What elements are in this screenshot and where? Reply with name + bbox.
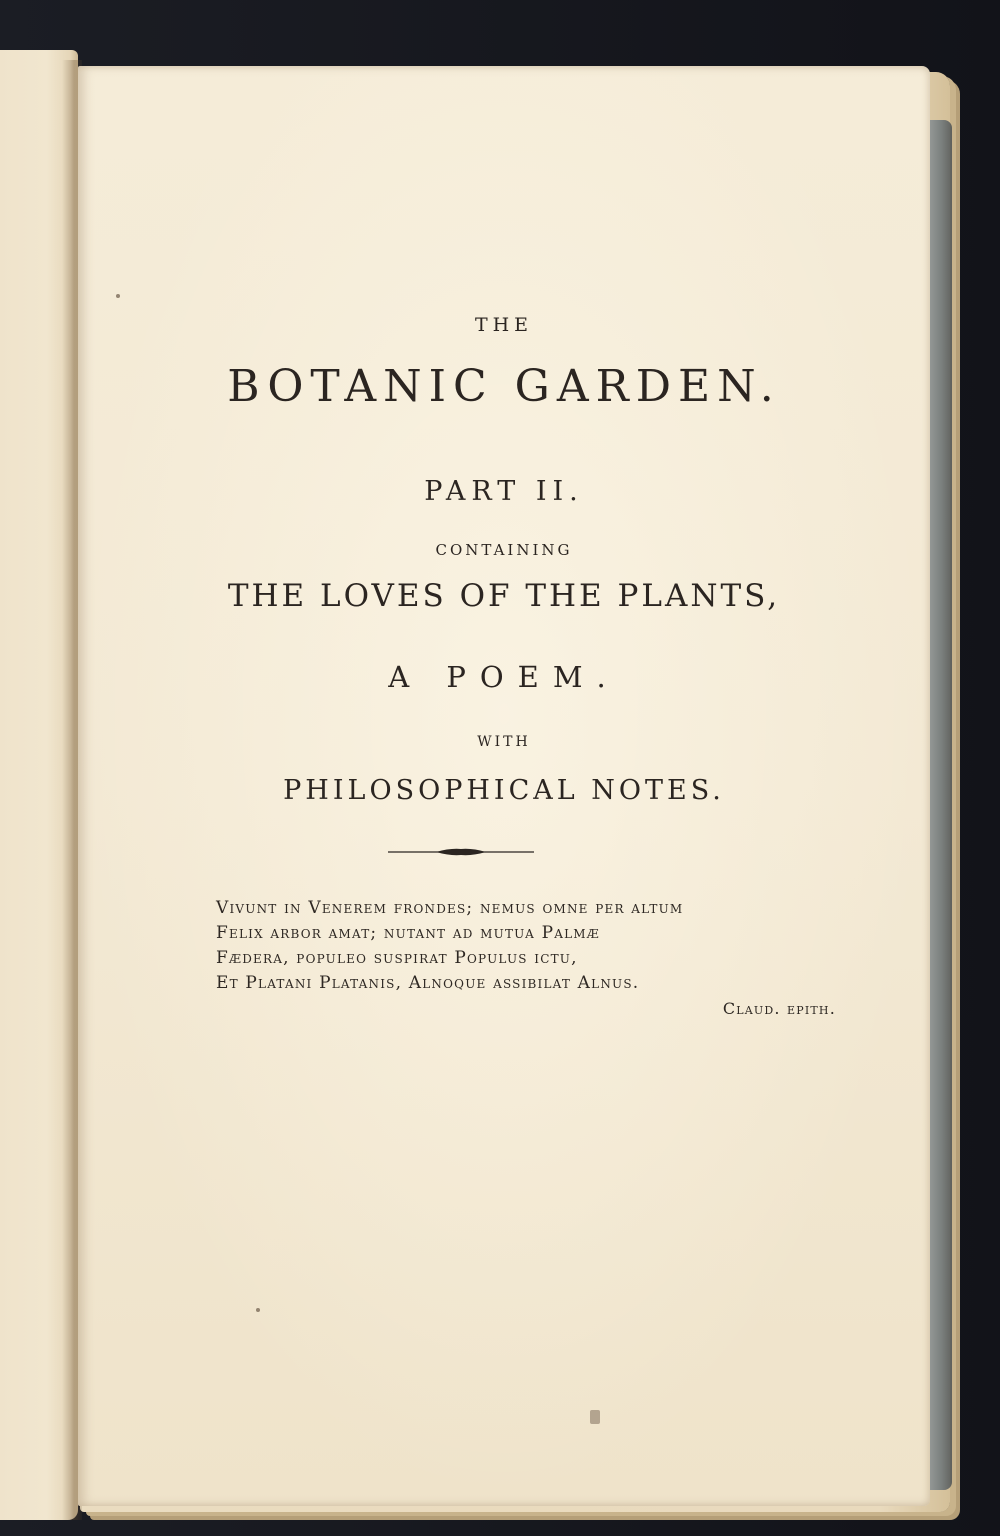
containing-label: CONTAINING: [435, 541, 573, 559]
with-label: WITH: [477, 734, 531, 750]
notes-label: PHILOSOPHICAL NOTES.: [283, 775, 725, 806]
epigraph-line: Felix arbor amat; nutant ad mutua Palmæ: [216, 923, 600, 943]
book-title: BOTANIC GARDEN.: [227, 361, 781, 412]
title-article: THE: [474, 314, 534, 336]
ornament-rule: [388, 845, 534, 859]
poem-label: A POEM.: [388, 660, 620, 694]
page-edge-strip: [930, 120, 952, 1490]
subtitle: THE LOVES OF THE PLANTS,: [227, 578, 781, 614]
epigraph: [216, 896, 836, 996]
epigraph-attribution: Claud. epith.: [722, 999, 836, 1018]
paper-mark: [590, 1410, 600, 1424]
paper-speck: [116, 294, 120, 298]
epigraph-line: Vivunt in Venerem frondes; nemus omne per altum: [216, 898, 684, 918]
title-page: [78, 66, 930, 1506]
epigraph-line: Fædera, populeo suspirat Populus ictu,: [216, 948, 578, 968]
epigraph-line: Et Platani Platanis, Alnoque assibilat Alnus.: [216, 973, 640, 993]
paper-speck: [256, 1308, 260, 1312]
part-heading: PART II.: [424, 476, 584, 507]
